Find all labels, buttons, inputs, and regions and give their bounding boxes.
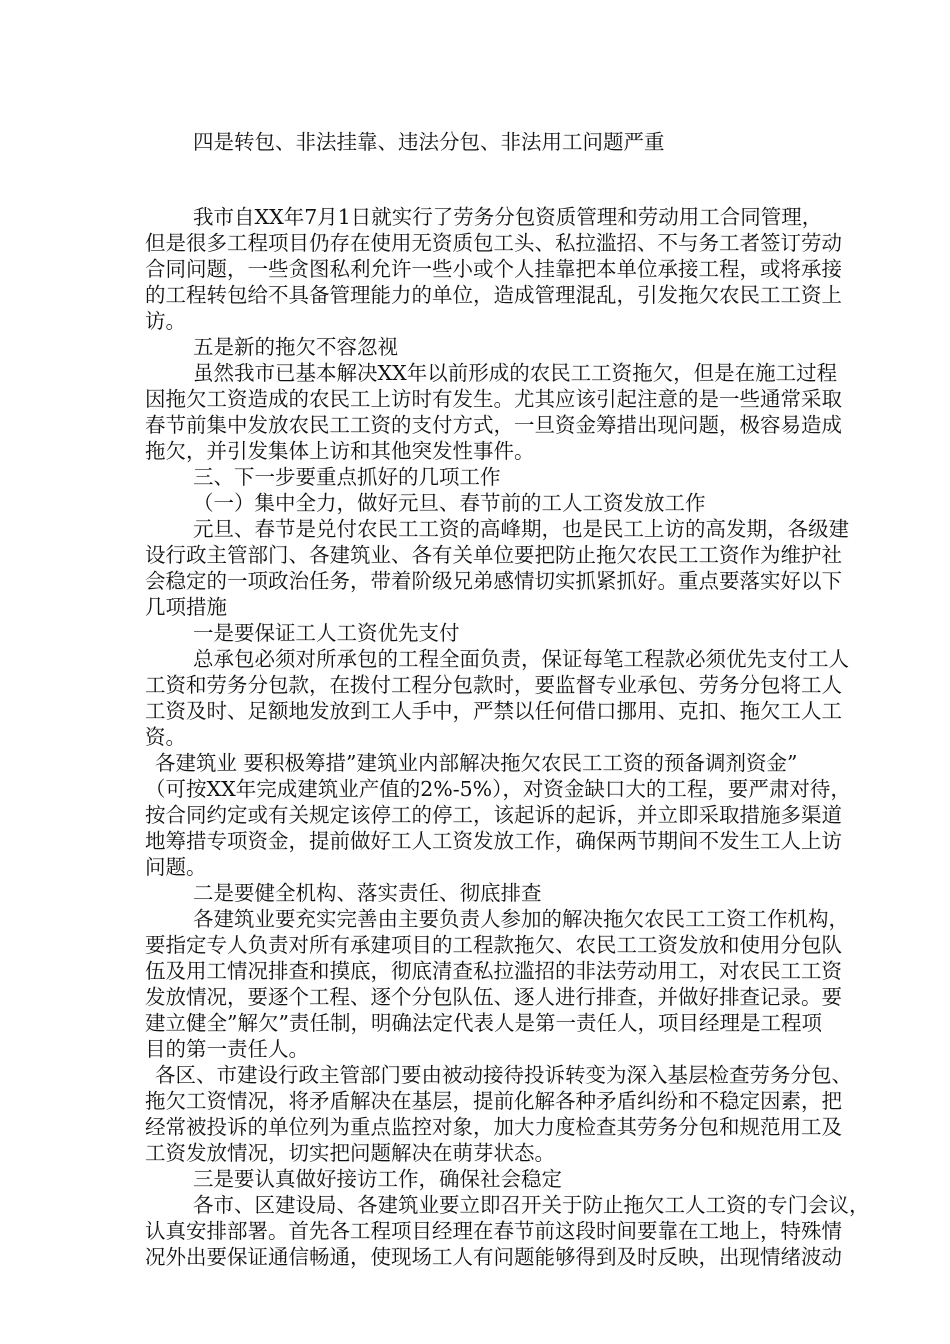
body-line: （可按XX年完成建筑业产值的2%-5%），对资金缺口大的工程，要严肃对待， xyxy=(145,777,851,801)
body-line: 伍及用工情况排查和摸底，彻底清查私拉滥招的非法劳动用工，对农民工工资 xyxy=(145,959,842,983)
item-heading-1: 一是要保证工人工资优先支付 xyxy=(193,621,460,645)
body-line: 合同问题，一些贪图私利允许一些小或个人挂靠把本单位承接工程，或将承接 xyxy=(145,257,842,281)
body-line: 经常被投诉的单位列为重点监控对象，加大力度检查其劳务分包和规范用工及 xyxy=(145,1115,842,1139)
body-line: 的工程转包给不具备管理能力的单位，造成管理混乱，引发拖欠农民工工资上 xyxy=(145,283,842,307)
body-line: 拖欠，并引发集体上访和其他突发性事件。 xyxy=(145,439,535,463)
body-line: 拖欠工资情况，将矛盾解决在基层，提前化解各种矛盾纠纷和不稳定因素，把 xyxy=(145,1089,842,1113)
body-line: 目的第一责任人。 xyxy=(145,1037,309,1061)
body-line: 元旦、春节是兑付农民工工资的高峰期，也是民工上访的高发期，各级建 xyxy=(193,517,849,541)
body-line: 问题。 xyxy=(145,855,207,879)
body-line: 工资和劳务分包款，在拨付工程分包款时，要监督专业承包、劳务分包将工人 xyxy=(145,673,842,697)
body-line: 工资及时、足额地发放到工人手中，严禁以任何借口挪用、克扣、拖欠工人工 xyxy=(145,699,842,723)
item-heading-3: 三是要认真做好接访工作，确保社会稳定 xyxy=(193,1167,562,1191)
body-line: 我市自XX年7月1日就实行了劳务分包资质管理和劳动用工合同管理， xyxy=(193,205,823,229)
body-line: 各区、市建设行政主管部门要由被动接待投诉转变为深入基层检查劳务分包、 xyxy=(155,1063,852,1087)
body-line: 各建筑业 要积极筹措”建筑业内部解决拖欠农民工工资的预备调剂资金” xyxy=(155,751,798,775)
body-line: 访。 xyxy=(145,309,186,333)
body-line: 要指定专人负责对所有承建项目的工程款拖欠、农民工工资发放和使用分包队 xyxy=(145,933,842,957)
subsection-heading-1: （一）集中全力，做好元旦、春节前的工人工资发放工作 xyxy=(193,491,706,515)
body-line: 春节前集中发放农民工工资的支付方式，一旦资金筹措出现问题，极容易造成 xyxy=(145,413,842,437)
item-heading-2: 二是要健全机构、落实责任、彻底排查 xyxy=(193,881,542,905)
body-line: 设行政主管部门、各建筑业、各有关单位要把防止拖欠农民工工资作为维护社 xyxy=(145,543,842,567)
body-line: 虽然我市已基本解决XX年以前形成的农民工工资拖欠，但是在施工过程 xyxy=(193,361,838,385)
body-line: 资。 xyxy=(145,725,186,749)
body-line: 各建筑业要充实完善由主要负责人参加的解决拖欠农民工工资工作机构， xyxy=(193,907,849,931)
body-line: 建立健全”解欠”责任制，明确法定代表人是第一责任人，项目经理是工程项 xyxy=(145,1011,822,1035)
body-line: 但是很多工程项目仍存在使用无资质包工头、私拉滥招、不与务工者签订劳动 xyxy=(145,231,842,255)
body-line: 工资发放情况，切实把问题解决在萌芽状态。 xyxy=(145,1141,555,1165)
body-line: 地筹措专项资金，提前做好工人工资发放工作，确保两节期间不发生工人上访 xyxy=(145,829,842,853)
body-line: 各市、区建设局、各建筑业要立即召开关于防止拖欠工人工资的专门会议， xyxy=(193,1193,870,1217)
section-heading-3: 三、下一步要重点抓好的几项工作 xyxy=(193,465,501,489)
body-line: 按合同约定或有关规定该停工的停工，该起诉的起诉，并立即采取措施多渠道 xyxy=(145,803,842,827)
body-line: 发放情况，要逐个工程、逐个分包队伍、逐人进行排查，并做好排查记录。要 xyxy=(145,985,842,1009)
body-line: 因拖欠工资造成的农民工上访时有发生。尤其应该引起注意的是一些通常采取 xyxy=(145,387,842,411)
body-line: 几项措施 xyxy=(145,595,227,619)
body-line: 会稳定的一项政治任务，带着阶级兄弟感情切实抓紧抓好。重点要落实好以下 xyxy=(145,569,842,593)
body-line: 况外出要保证通信畅通，使现场工人有问题能够得到及时反映，出现情绪波动 xyxy=(145,1245,842,1269)
body-line: 总承包必须对所承包的工程全面负责，保证每笔工程款必须优先支付工人 xyxy=(193,647,849,671)
body-line: 认真安排部署。首先各工程项目经理在春节前这段时间要靠在工地上，特殊情 xyxy=(145,1219,842,1243)
section-heading-4: 四是转包、非法挂靠、违法分包、非法用工问题严重 xyxy=(193,130,665,154)
section-heading-5: 五是新的拖欠不容忽视 xyxy=(193,335,398,359)
